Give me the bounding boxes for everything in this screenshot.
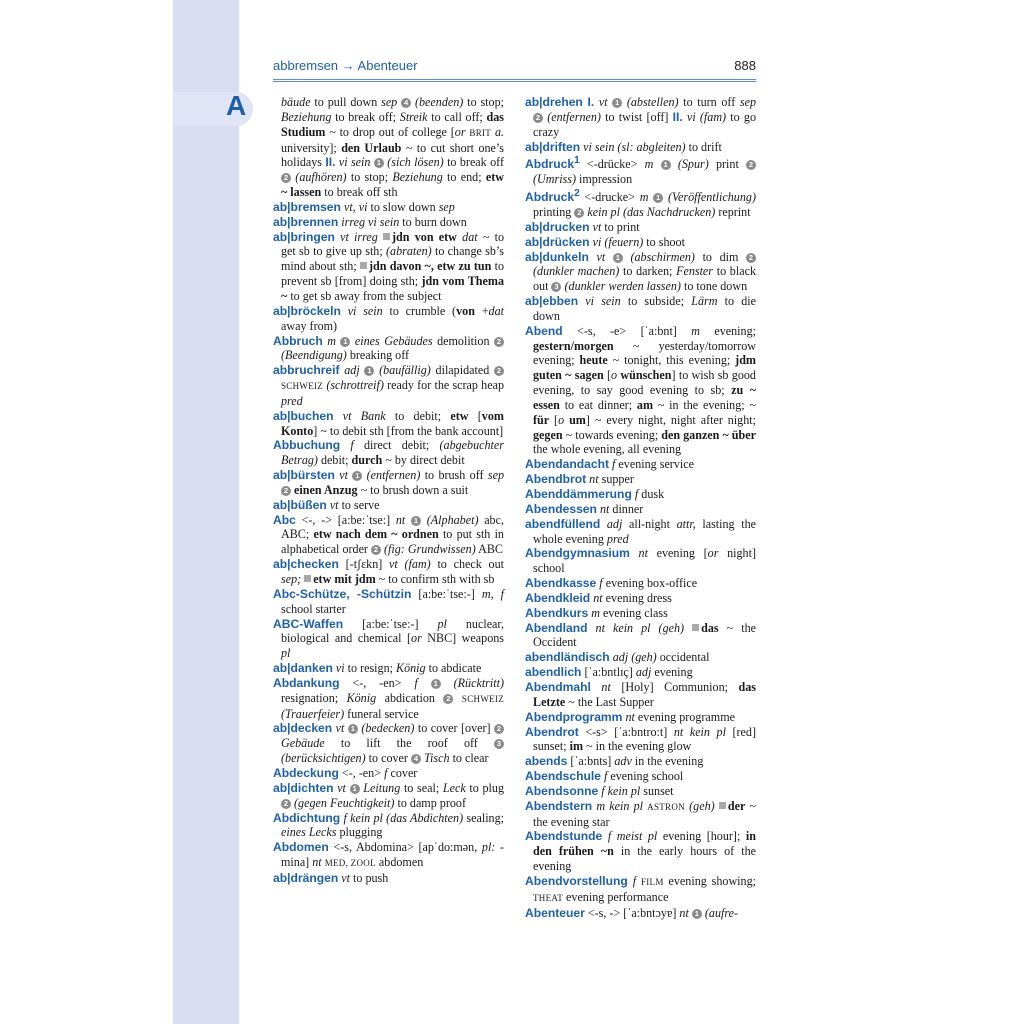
dictionary-entry: Abendbrot nt supper bbox=[525, 472, 634, 487]
dictionary-entry: Abendmahl nt [Holy] Communion; das Letzte ~ the Last Supper bbox=[525, 679, 756, 709]
dictionary-entry: Abendrot <-s> [ˈa:bntro:t] nt kein pl [red] sunset; im ~ in the evening glow bbox=[525, 724, 756, 754]
dictionary-entry: ab|bremsen vt, vi to slow down sep bbox=[273, 199, 455, 214]
dictionary-entry: abends [ˈa:bnts] adv in the evening bbox=[525, 754, 704, 769]
dictionary-entry: Abend <-s, -e> [ˈa:bnt] m evening; gestern/morgen ~ yesterday/tomorrow evening; heute ~ tonight, this evening; jdm guten ~ sagen [o wünschen] to wish sb good evening, to say good evening to sb; zu ~ essen to eat dinner; am ~ in the evening; ~ für [o um] ~ every night, night after night; gegen ~ towards evening; den ganzen ~ über the whole evening, all evening bbox=[525, 323, 756, 457]
dictionary-entry: ab|danken vi to resign; König to abdicate bbox=[273, 661, 482, 676]
running-header bbox=[273, 58, 756, 78]
dictionary-entry: Abdruck$^1$ <-drücke> m 1 (Spur) print 2 (Umriss) impression bbox=[525, 154, 756, 187]
dictionary-entry: Abendsonne f kein pl sunset bbox=[525, 783, 674, 798]
dictionary-entry: ab|drucken vt to print bbox=[525, 219, 640, 234]
dictionary-entry: ab|ebben vi sein to subside; Lärm to die down bbox=[525, 294, 756, 323]
dictionary-entry: bäude to pull down sep 4 (beenden) to stop; Beziehung to break off; Streik to call off; das Studium ~ to drop out of college [or BRIT a. university]; den Urlaub ~ to cut short one’s holidays II. vi sein 1 (sich lösen) to break off 2 (aufhören) to stop; Beziehung to end; etw ~ lassen to break off sth bbox=[281, 95, 505, 200]
dictionary-column-right bbox=[525, 95, 756, 920]
dictionary-entry: Abenteuer <-s, -> [ˈa:bntɔyɐ] nt 1 (aufre- bbox=[525, 905, 739, 920]
dictionary-entry: Abdichtung f kein pl (das Abdichten) sealing; eines Lecks plugging bbox=[273, 810, 505, 840]
dictionary-entry: Abendgymnasium nt evening [or night] school bbox=[525, 546, 756, 576]
dictionary-entry: ab|checken [-tʃɛkn] vt (fam) to check out sep; etw mit jdm ~ to confirm sth with sb bbox=[273, 557, 504, 586]
dictionary-column-left bbox=[273, 95, 504, 886]
dictionary-entry: Abenddämmerung f dusk bbox=[525, 487, 665, 501]
dictionary-entry: Abendkasse f evening box-office bbox=[525, 576, 698, 591]
thumb-index-letter: A bbox=[226, 90, 247, 121]
dictionary-entry: Abendkleid nt evening dress bbox=[525, 590, 672, 605]
dictionary-entry: Abendvorstellung f FILM evening showing; THEAT evening performance bbox=[525, 873, 756, 904]
thumb-index-band bbox=[173, 0, 239, 1024]
dictionary-entry: ABC-Waffen [a:be:ˈtse:-] pl nuclear, biological and chemical [or NBC] weapons pl bbox=[273, 616, 504, 661]
dictionary-entry: abendfüllend adj all-night attr, lasting the whole evening pred bbox=[525, 516, 756, 546]
dictionary-entry: ab|bringen vt irreg jdn von etw dat ~ to get sb to give up sth; (abraten) to change sb’s mind about sth; jdn davon ~, etw zu tun to prevent sb [from] doing sth; jdn vom Thema ~ to get sb away from the subject bbox=[273, 229, 505, 303]
dictionary-entry: Abbruch m 1 eines Gebäudes demolition 2 (Beendigung) breaking off bbox=[273, 334, 504, 364]
dictionary-entry: Abendandacht f evening service bbox=[525, 457, 694, 472]
dictionary-entry: Abendstunde f meist pl evening [hour]; in den frühen ~n in the early hours of the evening bbox=[525, 829, 756, 874]
dictionary-entry: ab|drücken vi (feuern) to shoot bbox=[525, 234, 685, 249]
dictionary-entry: Abdruck$^2$ <-drucke> m 1 (Veröffentlichung) printing 2 kein pl (das Nachdrucken) reprint bbox=[525, 188, 756, 219]
dictionary-entry: Abendprogramm nt evening programme bbox=[525, 709, 735, 724]
header-rule bbox=[273, 79, 756, 82]
dictionary-entry: ab|bürsten vt 1 (entfernen) to brush off sep 2 einen Anzug ~ to brush down a suit bbox=[273, 468, 504, 497]
dictionary-entry: Abendland nt kein pl (geh) das ~ the Occident bbox=[525, 620, 756, 650]
dictionary-entry: ab|dunkeln vt 1 (abschirmen) to dim 2 (dunkler machen) to darken; Fenster to black out 3 (dunkler werden lassen) to tone down bbox=[525, 249, 756, 294]
dictionary-entry: Abdeckung <-, -en> f cover bbox=[273, 765, 418, 780]
dictionary-entry: Abendessen nt dinner bbox=[525, 501, 644, 516]
dictionary-entry: Abendkurs m evening class bbox=[525, 605, 668, 620]
dictionary-entry: ab|buchen vt Bank to debit; etw [vom Konto] ~ to debit sth [from the bank account] bbox=[273, 408, 504, 438]
dictionary-entry: Abbuchung f direct debit; (abgebuchter Betrag) debit; durch ~ by direct debit bbox=[273, 438, 504, 468]
dictionary-entry: ab|drehen I. vt 1 (abstellen) to turn off sep 2 (entfernen) to twist [off] II. vi (fam) to go crazy bbox=[525, 95, 757, 139]
dictionary-entry: ab|brennen irreg vi sein to burn down bbox=[273, 214, 467, 229]
dictionary-entry: ab|decken vt 1 (bedecken) to cover [over] 2 Gebäude to lift the roof off 3 (berücksichtigen) to cover 4 Tisch to clear bbox=[273, 721, 504, 766]
page-number: 888 bbox=[734, 58, 756, 73]
dictionary-entry: ab|driften vi sein (sl: abgleiten) to drift bbox=[525, 139, 722, 154]
dictionary-entry: ab|büßen vt to serve bbox=[273, 497, 380, 512]
dictionary-entry: abbruchreif adj 1 (baufällig) dilapidated 2 SCHWEIZ (schrottreif) ready for the scrap heap pred bbox=[273, 363, 504, 408]
dictionary-entry: Abendstern m kein pl ASTRON (geh) der ~ the evening star bbox=[525, 798, 757, 829]
dictionary-entry: abendlich [ˈa:bntlɪç] adj evening bbox=[525, 665, 693, 680]
running-head-words: abbremsen → Abenteuer bbox=[273, 58, 418, 73]
dictionary-entry: Abdomen <-s, Abdomina> [apˈdo:mən, pl: -mina] nt MED, ZOOL abdomen bbox=[273, 840, 504, 870]
dictionary-entry: Abc-Schütze, -Schützin [a:be:ˈtse:-] m, f school starter bbox=[273, 586, 505, 616]
dictionary-entry: Abc <-, -> [a:be:ˈtse:] nt 1 (Alphabet) abc, ABC; etw nach dem ~ ordnen to put sth in alphabetical order 2 (fig: Grundwissen) ABC bbox=[273, 512, 504, 557]
dictionary-entry: ab|bröckeln vi sein to crumble (von +dat away from) bbox=[273, 303, 504, 333]
dictionary-entry: ab|drängen vt to push bbox=[273, 870, 389, 885]
dictionary-entry: Abendschule f evening school bbox=[525, 769, 684, 784]
dictionary-entry: Abdankung <-, -en> f 1 (Rücktritt) resignation; König abdication 2 SCHWEIZ (Trauerfeier) funeral service bbox=[273, 675, 505, 721]
dictionary-entry: abendländisch adj (geh) occidental bbox=[525, 650, 710, 665]
dictionary-entry: ab|dichten vt 1 Leitung to seal; Leck to plug 2 (gegen Feuchtigkeit) to damp proof bbox=[273, 780, 504, 810]
